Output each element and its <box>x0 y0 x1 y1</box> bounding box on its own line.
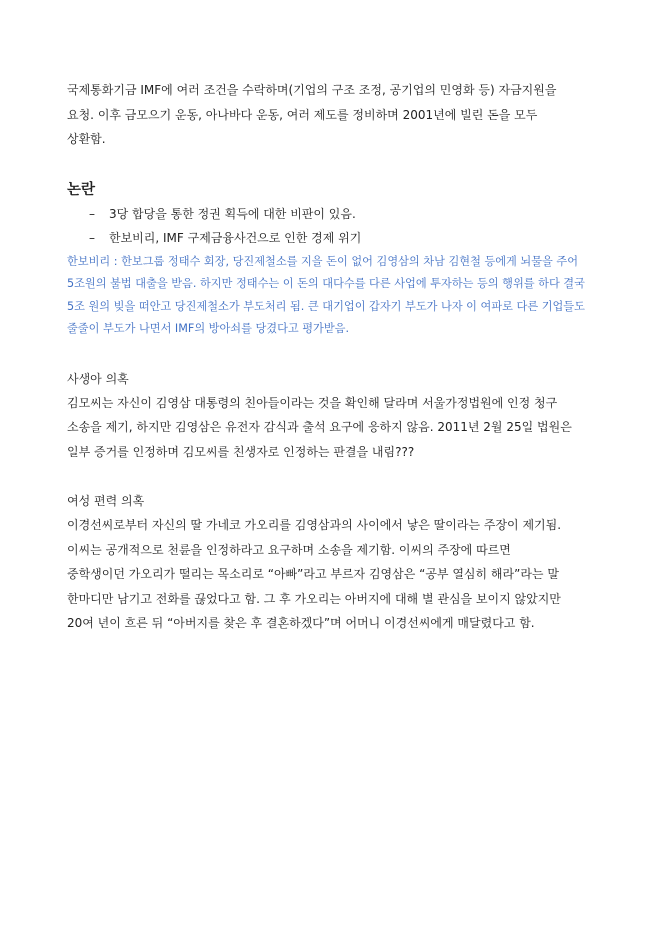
bullet-dash: – <box>89 231 95 245</box>
body-line: 이경선씨로부터 자신의 딸 가네코 가오리를 김영삼과의 사이에서 낳은 딸이라는 주장이 제기됨. <box>67 518 562 532</box>
intro-line: 요청. 이후 금모으기 운동, 아나바다 운동, 여러 제도를 정비하며 2001년에 빌린 돈을 모두 <box>67 107 538 122</box>
body-line: 소송을 제기, 하지만 김영삼은 유전자 감식과 출석 요구에 응하지 않음. 2011년 2월 25일 법원은 <box>67 420 572 434</box>
body-line: 김모씨는 자신이 김영삼 대통령의 친아들이라는 것을 확인해 달라며 서울가정법원에 인정 청구 <box>67 395 558 410</box>
bullet-dash: – <box>89 206 95 221</box>
illegitimate-child-section <box>67 367 612 465</box>
note-line: 5조 원의 빚을 떠안고 당진제철소가 부도처리 됨. 큰 대기업이 갑자기 부도가 나자 이 여파로 다른 기업들도 <box>67 299 585 313</box>
note-line: 줄줄이 부도가 나면서 IMF의 방아쇠를 당겼다고 평가받음. <box>67 322 350 335</box>
controversy-section <box>67 178 612 341</box>
body-line: 일부 증거를 인정하며 김모씨를 친생자로 인정하는 판결을 내림??? <box>67 444 415 459</box>
bullet-item <box>67 226 612 251</box>
intro-line: 국제통화기금 IMF에 여러 조건을 수락하며(기업의 구조 조정, 공기업의 민영화 등) 자금지원을 <box>67 83 557 97</box>
affair-heading: 여성 편력 의혹 <box>67 494 145 508</box>
bullet-item <box>67 202 612 227</box>
body-line: 중학생이던 가오리가 떨리는 목소리로 “아빠”라고 부르자 김영삼은 “공부 열심히 해라”라는 말 <box>67 567 559 581</box>
body-line: 20여 년이 흐른 뒤 “아버지를 찾은 후 결혼하겠다”며 어머니 이경선씨에게 매달렸다고 함. <box>67 616 535 630</box>
bullet-text: 3당 합당을 통한 정권 획득에 대한 비판이 있음. <box>109 206 356 221</box>
note-line: 5조원의 불법 대출을 받음. 하지만 정태수는 이 돈의 대다수를 다른 사업에 투자하는 등의 행위를 하다 결국 <box>67 277 585 290</box>
note-line: 한보비리 : 한보그룹 정태수 회장, 당진제철소를 지을 돈이 없어 김영삼의 차남 김현철 등에게 뇌물을 주어 <box>67 254 579 268</box>
illegitimate-child-heading: 사생아 의혹 <box>67 371 129 386</box>
bullet-text: 한보비리, IMF 구제금융사건으로 인한 경제 위기 <box>109 231 362 245</box>
body-line: 이씨는 공개적으로 천륜을 인정하라고 요구하며 소송을 제기함. 이씨의 주장에 따르면 <box>67 542 511 557</box>
intro-section <box>67 78 612 152</box>
document-page <box>67 78 612 636</box>
body-line: 한마디만 남기고 전화를 끊었다고 함. 그 후 가오리는 아버지에 대해 별 관심을 보이지 않았지만 <box>67 591 561 606</box>
affair-section <box>67 489 612 636</box>
controversy-heading: 논란 <box>67 181 96 198</box>
intro-line: 상환함. <box>67 132 106 146</box>
hanbo-note <box>67 251 612 341</box>
